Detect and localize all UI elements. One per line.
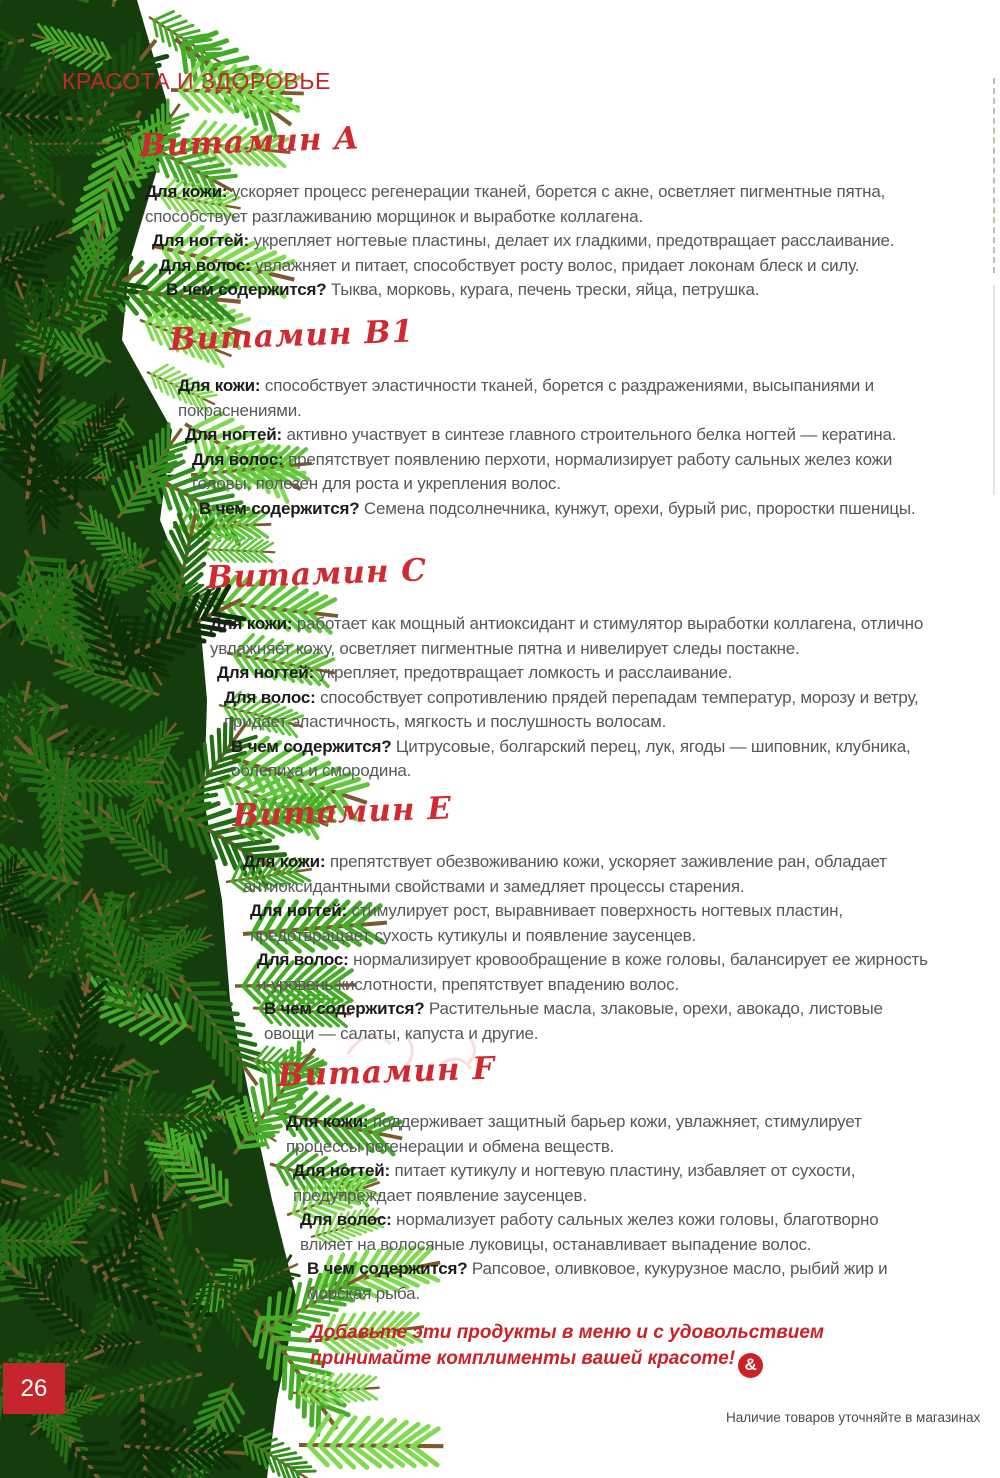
entry-text: укрепляет, предотвращает ломкость и расслаивание. (318, 663, 732, 682)
vitamin-section (0, 790, 960, 1046)
entry-text: работает как мощный антиоксидант и стимулятор выработки коллагена, отлично увлажняет кожу, осветляет пигментные пятна и нивелирует следы постакне. (210, 614, 924, 658)
vitamin-section (0, 552, 960, 784)
vitamin-entry (210, 612, 935, 661)
vitamin-entry (243, 850, 935, 899)
vitamin-entry (286, 1110, 935, 1159)
entry-label: Для кожи: (210, 614, 293, 633)
entry-label: Для кожи: (286, 1112, 369, 1131)
entry-text: Растительные масла, злаковые, орехи, авокадо, листовые овощи — салаты, капуста и другие. (264, 999, 883, 1043)
entry-label: Для ногтей: (250, 901, 347, 920)
vitamin-entry (286, 1257, 935, 1306)
entry-text: способствует сопротивлению прядей перепадам температур, морозу и ветру, придает эластичность, мягкость и послушность волосам. (224, 687, 919, 731)
entry-text: нормализирует кровообращение в коже головы, балансирует ее жирность и уровень кислотности, препятствует впадению волос. (257, 950, 928, 994)
entry-label: В чем содержится? (264, 999, 425, 1018)
vitamin-entry (178, 497, 935, 522)
entry-text: Семена подсолнечника, кунжут, орехи, бурый рис, проростки пшеницы. (363, 498, 916, 518)
entry-label: В чем содержится? (166, 280, 327, 299)
vitamin-entry (243, 948, 935, 997)
entry-text: укрепляет ногтевые пластины, делает их гладкими, предотвращает расслаивание. (253, 231, 895, 250)
entry-label: Для кожи: (145, 182, 228, 201)
entry-text: увлажняет и питает, способствует росту волос, придает локонам блеск и силу. (255, 255, 860, 275)
entry-label: Для волос: (192, 449, 284, 469)
vitamin-entry (210, 661, 935, 686)
entry-text: способствует эластичности тканей, борется с раздражениями, высыпаниями и покраснениями. (178, 376, 874, 420)
entry-label: В чем содержится? (199, 498, 360, 518)
vitamin-section (0, 1050, 960, 1306)
vitamin-title: Витамин C (205, 552, 428, 596)
vitamin-entry (178, 374, 935, 423)
entry-text: стимулирует рост, выравнивает поверхность ногтевых пластин, предотвращает сухость кутикулы и появление заусенцев. (250, 901, 843, 945)
vitamin-entry (145, 278, 935, 303)
entry-text: питает кутикулу и ногтевую пластину, избавляет от сухости, предупреждает появление заусенцев. (293, 1161, 856, 1205)
vitamin-section (0, 313, 960, 521)
entry-label: Для ногтей: (185, 425, 282, 444)
page-number-badge (3, 1363, 65, 1414)
entry-label: Для ногтей: (293, 1161, 390, 1180)
entry-text: Цитрусовые, болгарский перец, лук, ягоды — шиповник, клубника, облепиха и смородина. (231, 736, 911, 780)
entry-label: Для ногтей: (152, 231, 249, 250)
vitamin-entry (178, 448, 935, 497)
entry-text: ускоряет процесс регенерации тканей, борется с акне, осветляет пигментные пятна, способствует разглаживанию морщинок и выработке коллагена. (145, 182, 886, 226)
entry-label: В чем содержится? (231, 736, 392, 756)
page-title: КРАСОТА И ЗДОРОВЬЕ (62, 68, 331, 94)
entry-text: Рапсовое, оливковое, кукурузное масло, рыбий жир и морская рыба. (307, 1259, 888, 1303)
closing-text: Добавьте эти продукты в меню и с удовольствием принимайте комплименты вашей красоте! (310, 1322, 824, 1369)
entry-label: В чем содержится? (307, 1259, 468, 1278)
vitamin-entry (210, 735, 935, 784)
page-number: 26 (20, 1374, 48, 1402)
vitamin-entry (178, 423, 935, 448)
footer-note: Наличие товаров уточняйте в магазинах (726, 1410, 981, 1425)
entry-label: Для волос: (300, 1210, 392, 1229)
entry-label: Для кожи: (178, 376, 261, 395)
entry-text: препятствует обезвоживанию кожи, ускоряет заживление ран, обладает антиоксидантными свойствами и замедляет процессы старения. (243, 852, 887, 896)
closing-note (310, 1320, 910, 1378)
vitamin-entry (243, 899, 935, 948)
entry-label: Для ногтей: (217, 663, 314, 682)
ampersand-icon: & (738, 1353, 763, 1378)
entry-text: поддерживает защитный барьер кожи, увлажняет, стимулирует процессы регенерации и обмена веществ. (286, 1112, 862, 1156)
entry-text: Тыква, морковь, курага, печень трески, яйца, петрушка. (330, 280, 760, 299)
entry-text: препятствует появлению перхоти, нормализирует работу сальных желез кожи головы, полезен для роста и укрепления волос. (192, 449, 893, 493)
vitamin-title: Витамин B1 (168, 313, 415, 358)
entry-text: нормализует работу сальных желез кожи головы, благотворно влияет на волосяные луковицы, останавливает выпадение волос. (300, 1210, 879, 1254)
vitamin-section (0, 120, 960, 303)
vitamin-entry (286, 1208, 935, 1257)
vitamin-title: Витамин E (231, 790, 453, 834)
entry-label: Для волос: (159, 255, 251, 275)
vitamin-title: Витамин A (138, 120, 360, 164)
entry-label: Для волос: (224, 687, 316, 707)
vitamin-entry (145, 180, 935, 229)
entry-text: активно участвует в синтезе главного строительного белка ногтей — кератина. (286, 425, 897, 444)
vitamin-entry (243, 997, 935, 1046)
vitamin-entry (145, 254, 935, 279)
vitamin-title: Витамин F (276, 1050, 496, 1094)
vitamin-entry (210, 686, 935, 735)
entry-label: Для волос: (257, 950, 349, 969)
vitamin-entry (286, 1159, 935, 1208)
vitamin-entry (145, 229, 935, 254)
entry-label: Для кожи: (243, 852, 326, 871)
